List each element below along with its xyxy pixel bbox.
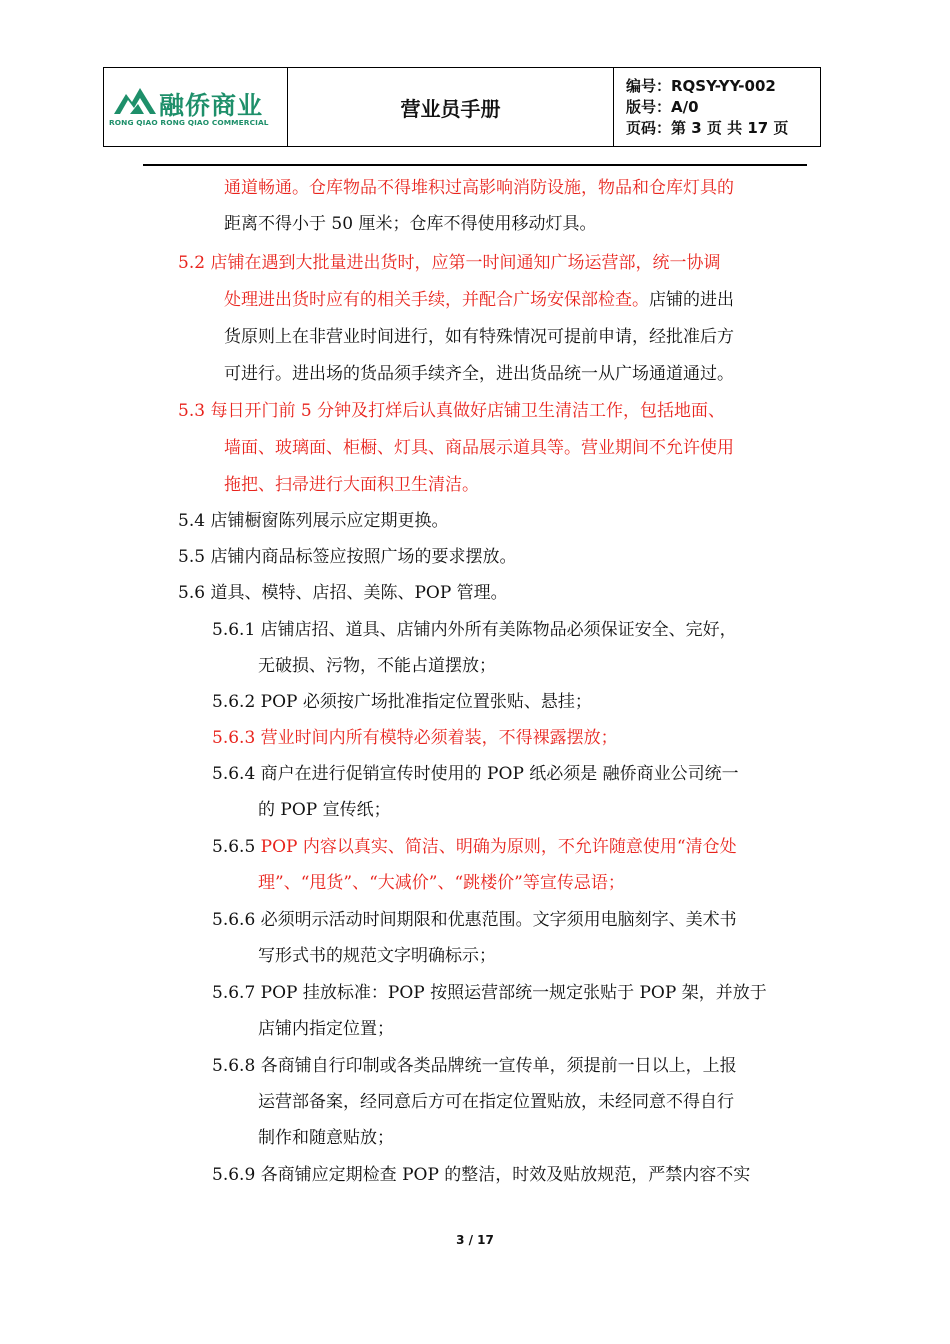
body-line: 距离不得小于 50 厘米；仓库不得使用移动灯具。 (224, 214, 597, 234)
page-number: 3 / 17 (456, 1233, 494, 1247)
section-5-6-1: 5.6.1 店铺店招、道具、店铺内外所有美陈物品必须保证安全、完好， (212, 620, 737, 640)
section-5-4: 5.4 店铺橱窗陈列展示应定期更换。 (178, 511, 449, 531)
section-5-6-6: 5.6.6 必须明示活动时间期限和优惠范围。文字须用电脑刻字、美术书 (212, 910, 737, 930)
section-5-6-4: 5.6.4 商户在进行促销宣传时使用的 POP 纸必须是 融侨商业公司统一 (212, 764, 739, 784)
doc-version: 版号：A/0 (626, 98, 699, 116)
body-line: 处理进出货时应有的相关手续，并配合广场安保部检查。店铺的进出 (224, 290, 734, 310)
section-5-6-9: 5.6.9 各商铺应定期检查 POP 的整洁，时效及贴放规范，严禁内容不实 (212, 1165, 751, 1185)
body-line: 理”、“甩货”、“大减价”、“跳楼价”等宣传忌语； (258, 873, 625, 893)
document-meta (614, 68, 820, 146)
logo-english-text: RONG QIAO RONG QIAO COMMERCIAL (109, 118, 269, 127)
body-line: 货原则上在非营业时间进行，如有特殊情况可提前申请，经批准后方 (224, 327, 734, 347)
body-line: 店铺内指定位置； (258, 1019, 394, 1039)
document-header (103, 67, 821, 147)
section-5-6-7: 5.6.7 POP 挂放标准：POP 按照运营部统一规定张贴于 POP 架，并放于 (212, 983, 767, 1003)
company-logo (104, 68, 288, 146)
body-line: 运营部备案，经同意后方可在指定位置贴放，未经同意不得自行 (258, 1092, 734, 1112)
doc-number: 编号：RQSY-YY-002 (626, 77, 776, 95)
body-line: 无破损、污物，不能占道摆放； (258, 656, 496, 676)
doc-page-info: 页码：第 3 页 共 17 页 (626, 119, 789, 137)
section-5-6-3: 5.6.3 营业时间内所有模特必须着装，不得裸露摆放； (212, 728, 618, 748)
section-5-6-5: 5.6.5 POP 内容以真实、简洁、明确为原则，不允许随意使用“清仓处 (212, 837, 737, 857)
body-line: 可进行。进出场的货品须手续齐全，进出货品统一从广场通道通过。 (224, 364, 734, 384)
section-5-2: 5.2 店铺在遇到大批量进出货时，应第一时间通知广场运营部，统一协调 (178, 253, 721, 273)
body-line: 写形式书的规范文字明确标示； (258, 946, 496, 966)
section-5-5: 5.5 店铺内商品标签应按照广场的要求摆放。 (178, 547, 517, 567)
section-5-3: 5.3 每日开门前 5 分钟及打烊后认真做好店铺卫生清洁工作，包括地面、 (178, 401, 726, 421)
body-line: 墙面、玻璃面、柜橱、灯具、商品展示道具等。营业期间不允许使用 (224, 438, 734, 458)
logo-chinese-text: 融侨商业 (159, 91, 264, 120)
body-line: 通道畅通。仓库物品不得堆积过高影响消防设施，物品和仓库灯具的 (224, 178, 734, 198)
header-rule (143, 164, 807, 166)
section-5-6-2: 5.6.2 POP 必须按广场批准指定位置张贴、悬挂； (212, 692, 592, 712)
rongqiao-logo-icon (112, 84, 158, 116)
section-5-6-8: 5.6.8 各商铺自行印制或各类品牌统一宣传单，须提前一日以上，上报 (212, 1056, 737, 1076)
document-title: 营业员手册 (288, 68, 614, 146)
body-line: 的 POP 宣传纸； (258, 800, 391, 820)
body-line: 拖把、扫帚进行大面积卫生清洁。 (224, 475, 479, 495)
body-line: 制作和随意贴放； (258, 1128, 394, 1148)
section-5-6: 5.6 道具、模特、店招、美陈、POP 管理。 (178, 583, 508, 603)
